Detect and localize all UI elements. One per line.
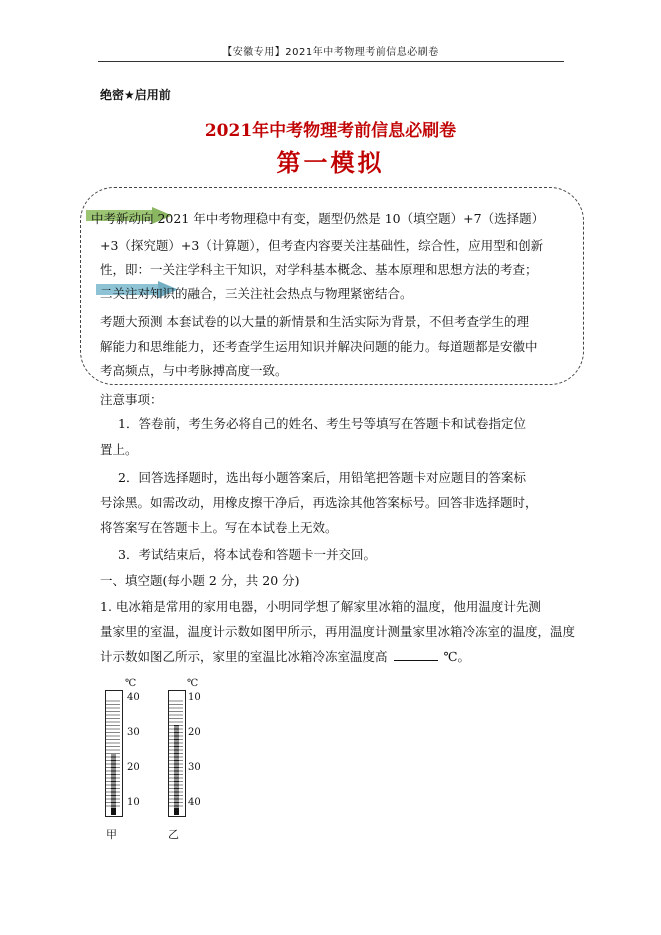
tick-label: 40 [127,692,140,703]
running-header: 【安徽专用】2021年中考物理考前信息必刷卷 [222,47,439,58]
note-2-line-3: 将答案写在答题卡上。写在本试卷上无效。 [100,520,338,535]
box-line-7: 考高频点，与中考脉搏高度一致。 [100,363,288,378]
tick-label: 10 [188,692,201,703]
paper-subtitle: 第一模拟 [276,148,385,177]
thermometer-yi [165,678,215,841]
note-2-line-1: 2．回答选择题时，选出每小题答案后，用铅笔把答题卡对应题目的答案标 [118,470,526,485]
note-2-line-2: 号涂黑。如需改动，用橡皮擦干净后，再选涂其他答案标号。回答非选择题时， [100,495,538,510]
tick-label: 40 [188,797,201,808]
tick-label: 30 [127,727,140,738]
thermometer-jia [100,678,150,841]
note-1-line-2: 置上。 [100,442,138,457]
box-line-5: 考题大预测 本套试卷的以大量的新情景和生活实际为背景，不但考查学生的理 [100,314,529,329]
tick-marks [169,698,183,808]
section-heading: 一、填空题(每小题 2 分，共 20 分) [100,573,300,588]
box-line-3: 性，即：一关注学科主干知识，对学科基本概念、基本原理和思想方法的考查； [100,262,538,277]
figure-label: 甲 [106,828,117,841]
figure-label: 乙 [168,828,179,841]
note-3: 3．考试结束后，将本试卷和答题卡一并交回。 [118,547,376,562]
tick-label: 10 [127,797,140,808]
tick-label: 20 [127,762,140,773]
tick-marks [106,698,120,808]
tick-label: 20 [188,727,201,738]
tick-label: 30 [188,762,201,773]
note-1-line-1: 1．答卷前，考生务必将自己的姓名、考生号等填写在答题卡和试卷指定位 [118,416,526,431]
box-line-2: +3（探究题）+3（计算题），但考查内容要关注基础性，综合性，应用型和创新 [100,238,544,253]
unit-label: ℃ [187,678,199,689]
answer-blank[interactable] [394,649,438,661]
notes-heading: 注意事项： [100,392,163,407]
paper-title: 2021年中考物理考前信息必刷卷 [204,121,457,141]
box-line-6: 解能力和思维能力，还考查学生运用知识并解决问题的能力。每道题都是安徽中 [100,339,538,354]
question-1-line-2: 量家里的室温，温度计示数如图甲所示，再用温度计测量家里冰箱冷冻室的温度，温度 [100,624,576,639]
question-1-line-1: 1. 电冰箱是常用的家用电器，小明同学想了解家里冰箱的温度，他用温度计先测 [100,599,541,614]
answer-unit: ℃。 [443,649,470,664]
question-1-text: 计示数如图乙所示，家里的室温比冰箱冷冻室温度高 [100,649,388,664]
confidential-label: 绝密★启用前 [100,88,171,102]
header-rule [98,61,564,62]
box-line-1: 中考新动向 2021 年中考物理稳中有变，题型仍然是 10（填空题）+7（选择题） [91,211,545,226]
question-1-line-3 [100,647,470,665]
unit-label: ℃ [125,678,137,689]
box-line-4: 二关注对知识的融合，三关注社会热点与物理紧密结合。 [100,286,413,301]
